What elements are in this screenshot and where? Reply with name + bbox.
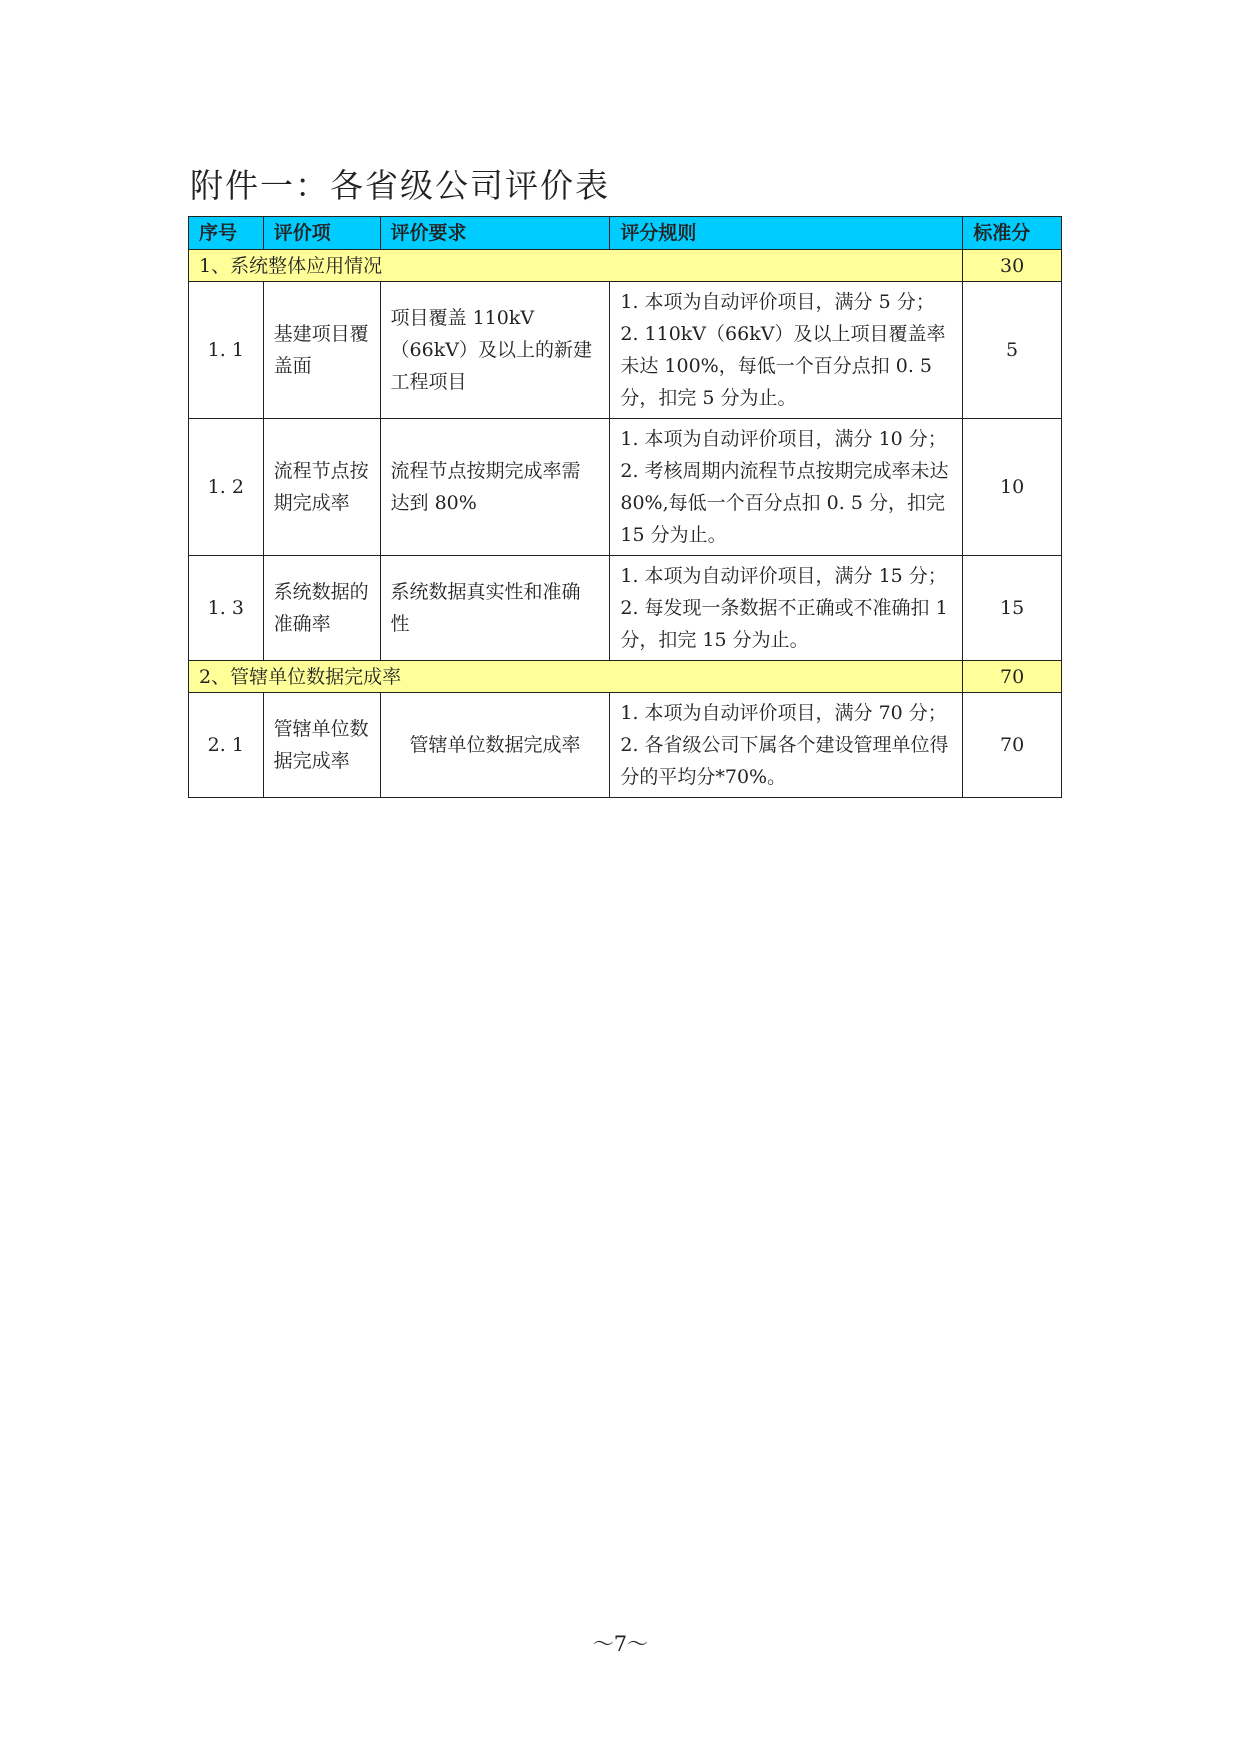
row-score: 10 [963, 419, 1062, 556]
rule-line: 1. 本项为自动评价项目，满分 15 分； [620, 565, 947, 587]
page-title: 附件一：各省级公司评价表 [190, 166, 610, 205]
table-row [189, 556, 1062, 661]
row-score: 70 [963, 693, 1062, 798]
rule-line: 2. 110kV（66kV）及以上项目覆盖率未达 100%，每低一个百分点扣 0. 5 分，扣完 5 分为止。 [620, 323, 946, 409]
row-item: 系统数据的准确率 [263, 556, 380, 661]
rule-line: 2. 考核周期内流程节点按期完成率未达 80%,每低一个百分点扣 0. 5 分，扣完 15 分为止。 [620, 460, 949, 546]
section-score: 30 [963, 250, 1062, 282]
row-item: 流程节点按期完成率 [263, 419, 380, 556]
rule-line: 2. 每发现一条数据不正确或不准确扣 1 分，扣完 15 分为止。 [620, 597, 948, 651]
table-header-row [189, 217, 1062, 250]
section-label: 2、管辖单位数据完成率 [189, 661, 963, 693]
row-item: 基建项目覆盖面 [263, 282, 380, 419]
row-score: 15 [963, 556, 1062, 661]
table-row [189, 693, 1062, 798]
evaluation-table [188, 216, 1062, 798]
rule-line: 1. 本项为自动评价项目，满分 5 分； [620, 291, 935, 313]
row-rules [610, 693, 963, 798]
header-requirement: 评价要求 [380, 217, 610, 250]
page-number: ～7～ [592, 1632, 649, 1656]
row-rules [610, 282, 963, 419]
section-row [189, 250, 1062, 282]
rule-line: 1. 本项为自动评价项目，满分 70 分； [620, 702, 947, 724]
row-no: 1. 2 [189, 419, 264, 556]
header-no: 序号 [189, 217, 264, 250]
row-requirement: 管辖单位数据完成率 [380, 693, 610, 798]
section-label: 1、系统整体应用情况 [189, 250, 963, 282]
row-score: 5 [963, 282, 1062, 419]
row-no: 1. 3 [189, 556, 264, 661]
row-rules [610, 419, 963, 556]
row-no: 1. 1 [189, 282, 264, 419]
header-item: 评价项 [263, 217, 380, 250]
row-rules [610, 556, 963, 661]
table-row [189, 419, 1062, 556]
rule-line: 1. 本项为自动评价项目，满分 10 分； [620, 428, 947, 450]
row-item: 管辖单位数据完成率 [263, 693, 380, 798]
section-row [189, 661, 1062, 693]
row-requirement: 项目覆盖 110kV（66kV）及以上的新建工程项目 [380, 282, 610, 419]
table-row [189, 282, 1062, 419]
header-rules: 评分规则 [610, 217, 963, 250]
header-score: 标准分 [963, 217, 1062, 250]
section-score: 70 [963, 661, 1062, 693]
row-no: 2. 1 [189, 693, 264, 798]
row-requirement: 流程节点按期完成率需达到 80% [380, 419, 610, 556]
row-requirement: 系统数据真实性和准确性 [380, 556, 610, 661]
rule-line: 2. 各省级公司下属各个建设管理单位得分的平均分*70%。 [620, 734, 949, 788]
